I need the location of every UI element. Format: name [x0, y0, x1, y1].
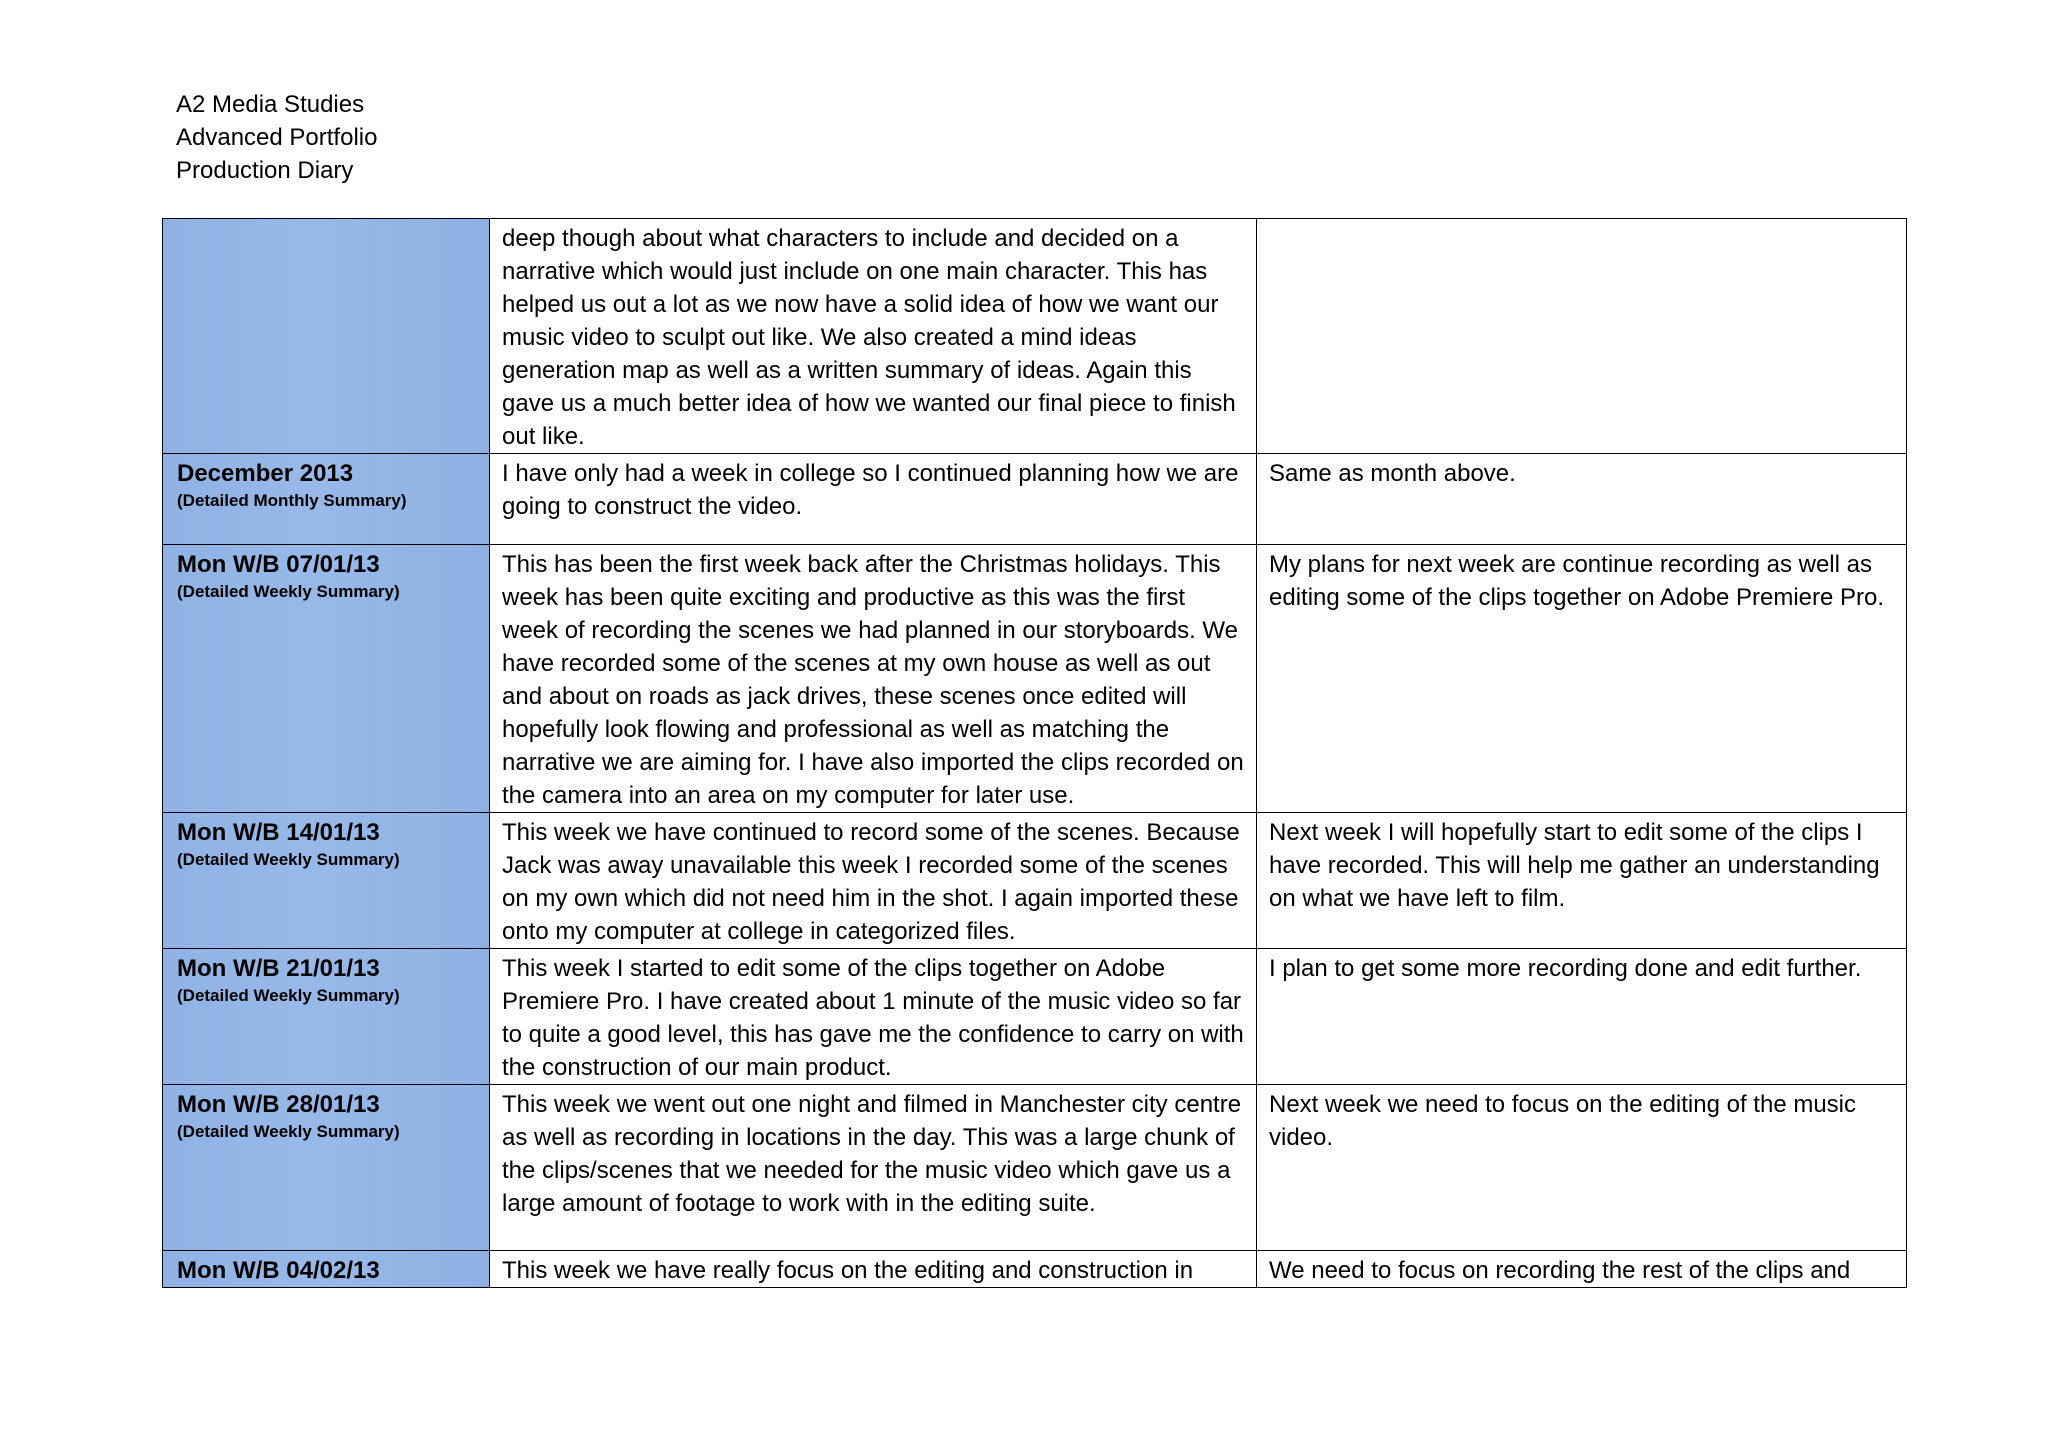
plans-cell [1257, 1251, 1907, 1288]
plans-text: Next week we need to focus on the editing of the music video. [1269, 1091, 1857, 1151]
activity-cell [490, 545, 1257, 813]
row-subtitle: (Detailed Weekly Summary) [177, 850, 400, 869]
table-row [163, 813, 1907, 949]
row-label-cell [163, 949, 490, 1085]
plans-cell [1257, 454, 1907, 545]
row-subtitle: (Detailed Weekly Summary) [177, 1122, 400, 1141]
activity-text: This has been the first week back after the Christmas holidays. This week has been quite exciting and productive as this was the first week of recording the scenes we had planned in our storyboards. We have recorded some of the scenes at my own house as well as out and about on roads as jack drives, these scenes once edited will hopefully look flowing and professional as well as matching the narrative we are aiming for. I have also imported the clips recorded on the camera into an area on my computer for later use. [502, 551, 1244, 809]
row-label-cell [163, 219, 490, 454]
table-row [163, 949, 1907, 1085]
activity-cell [490, 1251, 1257, 1288]
table-row [163, 1251, 1907, 1288]
row-title: Mon W/B 04/02/13 [177, 1257, 380, 1284]
row-subtitle: (Detailed Weekly Summary) [177, 582, 400, 601]
plans-cell [1257, 1085, 1907, 1251]
header-unit: Advanced Portfolio [176, 124, 378, 151]
activity-text: deep though about what characters to include and decided on a narrative which would just include on one main character. This has helped us out a lot as we now have a solid idea of how we want our music video to sculpt out like. We also created a mind ideas generation map as well as a written summary of ideas. Again this gave us a much better idea of how we wanted our final piece to finish out like. [502, 225, 1236, 450]
row-title: Mon W/B 07/01/13 [177, 551, 380, 578]
activity-text: This week I started to edit some of the clips together on Adobe Premiere Pro. I have created about 1 minute of the music video so far to quite a good level, this has gave me the confidence to carry on with the construction of our main product. [502, 955, 1244, 1081]
row-label-cell [163, 545, 490, 813]
row-title: Mon W/B 21/01/13 [177, 955, 380, 982]
activity-text: This week we went out one night and filmed in Manchester city centre as well as recording in locations in the day. This was a large chunk of the clips/scenes that we needed for the music video which gave us a large amount of footage to work with in the editing suite. [502, 1091, 1242, 1217]
activity-cell [490, 454, 1257, 545]
row-subtitle: (Detailed Weekly Summary) [177, 986, 400, 1005]
row-label-cell [163, 1251, 490, 1288]
plans-text: We need to focus on recording the rest of the clips and [1269, 1257, 1851, 1284]
header-doc-title: Production Diary [176, 157, 354, 184]
activity-cell [490, 1085, 1257, 1251]
header-course: A2 Media Studies [176, 91, 365, 118]
activity-text: This week we have really focus on the editing and construction in [502, 1257, 1194, 1284]
activity-cell [490, 949, 1257, 1085]
plans-cell [1257, 813, 1907, 949]
table-row [163, 219, 1907, 454]
row-label-cell [163, 454, 490, 545]
table-row [163, 454, 1907, 545]
row-title: Mon W/B 14/01/13 [177, 819, 380, 846]
row-subtitle: (Detailed Monthly Summary) [177, 491, 407, 510]
row-title: Mon W/B 28/01/13 [177, 1091, 380, 1118]
plans-text: Same as month above. [1269, 460, 1516, 487]
activity-cell [490, 219, 1257, 454]
activity-text: This week we have continued to record some of the scenes. Because Jack was away unavailable this week I recorded some of the scenes on my own which did not need him in the shot. I again imported these onto my computer at college in categorized files. [502, 819, 1240, 945]
activity-text: I have only had a week in college so I continued planning how we are going to construct the video. [502, 460, 1239, 520]
row-label-cell [163, 1085, 490, 1251]
activity-cell [490, 813, 1257, 949]
document-header [176, 88, 377, 187]
production-diary-table [162, 218, 1907, 1288]
plans-cell [1257, 219, 1907, 454]
row-title: December 2013 [177, 460, 354, 487]
plans-text: I plan to get some more recording done and edit further. [1269, 955, 1862, 982]
table-row [163, 545, 1907, 813]
table-row [163, 1085, 1907, 1251]
plans-cell [1257, 949, 1907, 1085]
plans-text: Next week I will hopefully start to edit some of the clips I have recorded. This will help me gather an understanding on what we have left to film. [1269, 819, 1880, 912]
plans-cell [1257, 545, 1907, 813]
plans-text: My plans for next week are continue recording as well as editing some of the clips together on Adobe Premiere Pro. [1269, 551, 1885, 611]
row-label-cell [163, 813, 490, 949]
